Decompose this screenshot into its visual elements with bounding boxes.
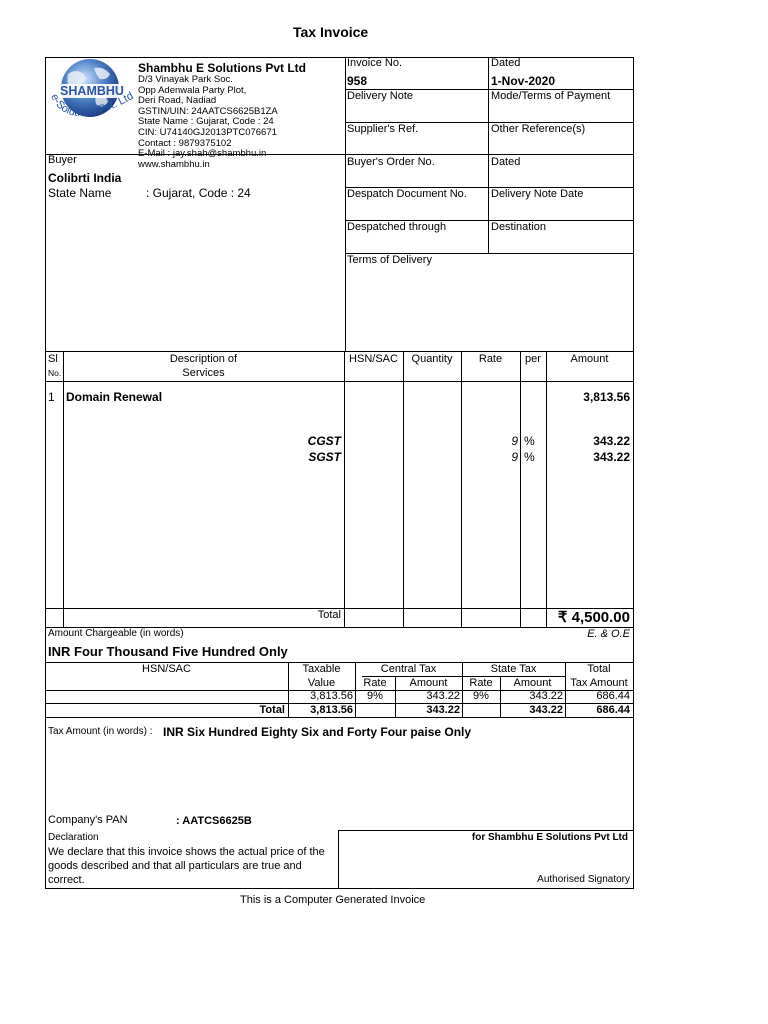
tax-col-taxable-2: Value bbox=[307, 677, 336, 689]
signature-box-left bbox=[338, 830, 339, 888]
company-logo bbox=[46, 58, 138, 138]
tax-totals-taxable: 3,813.56 bbox=[310, 704, 353, 716]
seller-line: GSTIN/UIN: 24AATCS6625B1ZA bbox=[138, 105, 278, 117]
col-hsn: HSN/SAC bbox=[349, 353, 398, 365]
tax-words-label: Tax Amount (in words) : bbox=[48, 726, 153, 737]
tax-amount-cgst: 343.22 bbox=[593, 434, 630, 448]
page-title: Tax Invoice bbox=[293, 24, 369, 40]
tax-totals-c-amount: 343.22 bbox=[426, 704, 460, 716]
col-description-2: Services bbox=[182, 367, 225, 379]
col-sl: Sl bbox=[48, 353, 58, 365]
frame-right bbox=[633, 57, 634, 889]
tax-col-total: Total bbox=[587, 663, 611, 675]
other-ref-label: Other Reference(s) bbox=[491, 123, 586, 135]
grand-total: ₹ 4,500.00 bbox=[557, 609, 630, 626]
col-line bbox=[344, 351, 345, 627]
signature-box-top bbox=[338, 830, 633, 831]
amount-in-words: INR Four Thousand Five Hundred Only bbox=[48, 644, 288, 659]
seller-name: Shambhu E Solutions Pvt Ltd bbox=[138, 61, 306, 75]
tax-row-c-amount: 343.22 bbox=[426, 690, 460, 702]
for-company: for Shambhu E Solutions Pvt Ltd bbox=[471, 832, 628, 843]
declaration-line: correct. bbox=[48, 874, 85, 886]
tax-rate-sgst: 9 bbox=[511, 450, 518, 464]
col-amount: Amount bbox=[570, 353, 609, 365]
seller-address bbox=[138, 75, 278, 170]
dated2-label: Dated bbox=[491, 156, 521, 168]
seller-line: Opp Adenwala Party Plot, bbox=[138, 84, 247, 96]
col-line bbox=[520, 351, 521, 627]
declaration-label: Declaration bbox=[48, 832, 99, 843]
globe-icon bbox=[46, 58, 138, 138]
tax-col-c-amount: Amount bbox=[409, 677, 448, 689]
mode-terms-label: Mode/Terms of Payment bbox=[491, 90, 611, 102]
items-total-label: Total bbox=[317, 609, 341, 621]
buyers-order-label: Buyer's Order No. bbox=[347, 156, 435, 168]
logo-text-main: SHAMBHU bbox=[60, 84, 124, 98]
delivery-note-label: Delivery Note bbox=[347, 90, 414, 102]
despatched-through-label: Despatched through bbox=[347, 221, 447, 233]
pan-value: : AATCS6625B bbox=[176, 815, 252, 827]
frame-bottom bbox=[45, 888, 634, 889]
seller-line: www.shambhu.in bbox=[138, 158, 210, 170]
tax-col-central: Central Tax bbox=[380, 663, 437, 675]
tax-col-s-amount: Amount bbox=[513, 677, 552, 689]
invoice-no: 958 bbox=[347, 74, 368, 88]
tax-col-hsn: HSN/SAC bbox=[142, 663, 191, 675]
tax-col-s-rate: Rate bbox=[469, 677, 493, 689]
buyer-state-value: : Gujarat, Code : 24 bbox=[146, 186, 251, 200]
declaration-line: We declare that this invoice shows the actual price of the bbox=[48, 846, 325, 858]
item-description: Domain Renewal bbox=[66, 390, 163, 404]
tax-col-total-2: Tax Amount bbox=[570, 677, 628, 689]
tax-amount-in-words: INR Six Hundred Eighty Six and Forty Four paise Only bbox=[163, 725, 472, 739]
declaration-line: goods described and that all particulars are true and bbox=[48, 860, 302, 872]
item-amount: 3,813.56 bbox=[583, 390, 630, 404]
buyer-name: Colibrti India bbox=[48, 171, 122, 185]
seller-buyer-line bbox=[45, 154, 633, 155]
col-quantity: Quantity bbox=[411, 353, 453, 365]
tax-row-total: 686.44 bbox=[596, 690, 630, 702]
eoe-label: E. & O.E bbox=[587, 628, 630, 640]
despatch-doc-label: Despatch Document No. bbox=[347, 188, 467, 200]
dated-label: Dated bbox=[491, 57, 521, 69]
footer-note: This is a Computer Generated Invoice bbox=[240, 894, 426, 906]
amount-words-label: Amount Chargeable (in words) bbox=[48, 628, 184, 639]
col-per: per bbox=[525, 353, 541, 365]
tax-row-s-amount: 343.22 bbox=[529, 690, 563, 702]
tax-name-cgst: CGST bbox=[307, 434, 341, 448]
tax-totals-total: 686.44 bbox=[596, 704, 630, 716]
pan-label: Company's PAN bbox=[48, 814, 128, 826]
seller-line: Contact : 9879375102 bbox=[138, 137, 232, 149]
tax-col-c-rate: Rate bbox=[363, 677, 387, 689]
header-divider bbox=[345, 57, 346, 352]
tax-name-sgst: SGST bbox=[308, 450, 341, 464]
tax-unit-cgst: % bbox=[524, 434, 535, 448]
seller-line: E-Mail : jay.shah@shambhu.in bbox=[138, 148, 267, 160]
authorised-signatory: Authorised Signatory bbox=[537, 874, 630, 885]
frame-left bbox=[45, 57, 46, 889]
tax-row-taxable: 3,813.56 bbox=[310, 690, 353, 702]
destination-label: Destination bbox=[491, 221, 547, 233]
seller-line: D/3 Vinayak Park Soc. bbox=[138, 74, 233, 85]
tax-amount-sgst: 343.22 bbox=[593, 450, 630, 464]
terms-of-delivery-label: Terms of Delivery bbox=[347, 254, 432, 266]
delivery-note-date-label: Delivery Note Date bbox=[491, 188, 584, 200]
items-top-line bbox=[45, 351, 633, 352]
tax-totals-label: Total bbox=[259, 704, 285, 716]
tax-totals-bottom bbox=[45, 717, 633, 718]
declaration-text bbox=[48, 845, 325, 887]
tax-row-c-rate: 9% bbox=[367, 690, 383, 702]
suppliers-ref-label: Supplier's Ref. bbox=[347, 123, 419, 135]
seller-line: CIN: U74140GJ2013PTC076671 bbox=[138, 126, 277, 138]
tax-rate-cgst: 9 bbox=[511, 434, 518, 448]
invoice-no-label: Invoice No. bbox=[347, 57, 403, 69]
items-header-line bbox=[45, 381, 633, 382]
col-line bbox=[403, 351, 404, 627]
col-line bbox=[63, 351, 64, 627]
tax-unit-sgst: % bbox=[524, 450, 535, 464]
col-line bbox=[461, 351, 462, 627]
invoice-date: 1-Nov-2020 bbox=[491, 74, 556, 88]
col-description: Description of bbox=[169, 353, 238, 365]
tax-totals-s-amount: 343.22 bbox=[529, 704, 563, 716]
col-sl-no: No. bbox=[48, 368, 62, 378]
fields-divider bbox=[488, 57, 489, 254]
logo-text-arc: e-Solutions Pvt. Ltd bbox=[48, 90, 136, 120]
col-rate: Rate bbox=[478, 353, 503, 365]
seller-line: State Name : Gujarat, Code : 24 bbox=[138, 116, 274, 128]
buyer-state-label: State Name bbox=[48, 186, 112, 200]
tax-col-taxable: Taxable bbox=[302, 663, 341, 675]
item-sl: 1 bbox=[48, 390, 55, 404]
tax-col-state: State Tax bbox=[490, 663, 537, 675]
tax-row-s-rate: 9% bbox=[473, 690, 489, 702]
seller-line: Deri Road, Nadiad bbox=[138, 95, 217, 107]
buyer-label: Buyer bbox=[48, 154, 77, 166]
